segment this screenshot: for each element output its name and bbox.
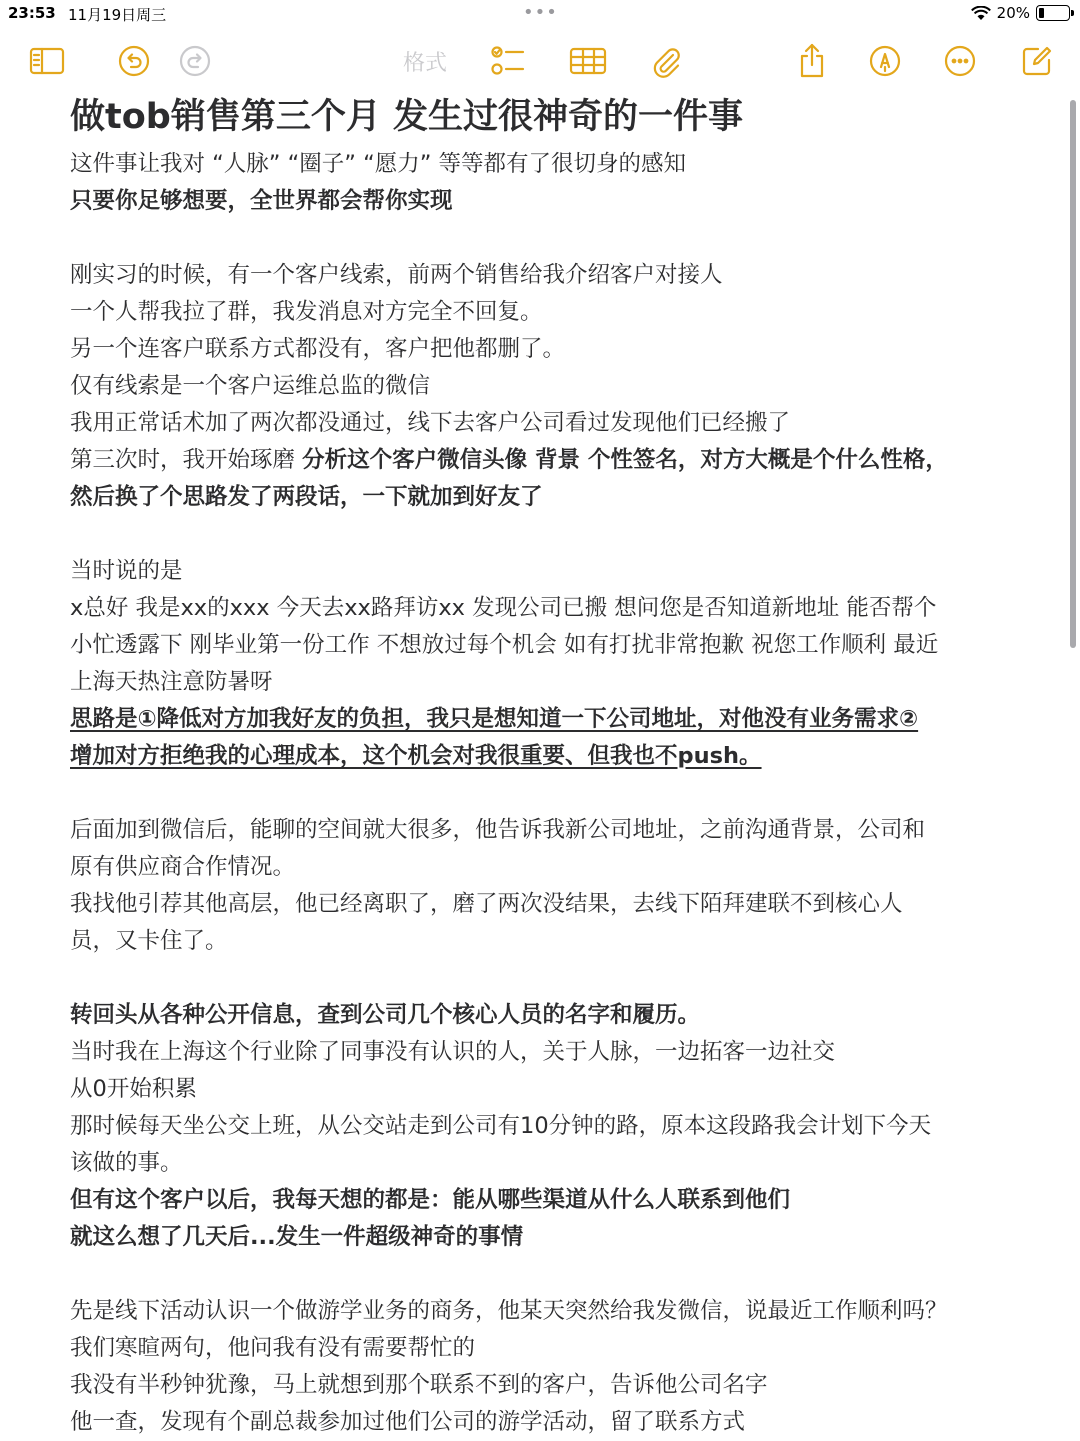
bold-text-line: 但有这个客户以后，我每天想的都是：能从哪些渠道从什么人联系到他们 <box>70 1187 791 1213</box>
text-line <box>70 442 1020 479</box>
text-line: 我用正常话术加了两次都没通过，线下去客户公司看过发现他们已经搬了 <box>70 410 791 436</box>
attachment-button[interactable] <box>646 38 686 84</box>
text-line: 该做的事。 <box>70 1150 183 1176</box>
blank-line <box>70 516 1020 553</box>
redo-icon <box>179 45 211 77</box>
paperclip-icon <box>649 44 683 78</box>
format-label: 格式 <box>402 50 447 76</box>
text-line: 这件事让我对 “人脉” “圈子” “愿力” 等等都有了很切身的感知 <box>70 151 687 177</box>
markup-pen-icon <box>869 45 901 77</box>
blank-line <box>70 1256 1020 1293</box>
status-date: 11月19日周三 <box>68 6 167 24</box>
blank-line <box>70 775 1020 812</box>
text-line: 另一个连客户联系方式都没有，客户把他都删了。 <box>70 336 566 362</box>
undo-icon <box>118 45 150 77</box>
bold-text-line: 就这么想了几天后...发生一件超级神奇的事情 <box>70 1224 524 1250</box>
share-button[interactable] <box>793 38 831 84</box>
wifi-icon <box>971 6 991 21</box>
text-line: 先是线下活动认识一个做游学业务的商务，他某天突然给我发微信，说最近工作顺利吗？ <box>70 1298 948 1324</box>
text-line: 小忙透露下 刚毕业第一份工作 不想放过每个机会 如有打扰非常抱歉 祝您工作顺利 最近 <box>70 632 939 658</box>
share-icon <box>797 43 827 79</box>
text-line: 仅有线索是一个客户运维总监的微信 <box>70 373 431 399</box>
note-body[interactable] <box>70 92 1020 1441</box>
text-line: 刚实习的时候，有一个客户线索，前两个销售给我介绍客户对接人 <box>70 262 723 288</box>
bold-text-line: 只要你足够想要，全世界都会帮你实现 <box>70 188 453 214</box>
status-indicators <box>971 4 1070 22</box>
table-button[interactable] <box>567 38 609 84</box>
redo-button[interactable] <box>175 38 215 84</box>
text-line: x总好 我是xx的xxx 今天去xx路拜访xx 发现公司已搬 想问您是否知道新地址 能否帮个 <box>70 595 937 621</box>
text-line: 我找他引荐其他高层，他已经离职了，磨了两次没结果，去线下陌拜建联不到核心人 <box>70 891 903 917</box>
scrollbar[interactable] <box>1070 100 1076 648</box>
bold-text-line: 转回头从各种公开信息，查到公司几个核心人员的名字和履历。 <box>70 1002 701 1028</box>
table-icon <box>569 46 607 76</box>
sidebar-icon <box>29 46 65 76</box>
compose-icon <box>1021 45 1053 77</box>
battery-level <box>1039 8 1044 18</box>
undo-button[interactable] <box>114 38 154 84</box>
text-line: 员，又卡住了。 <box>70 928 228 954</box>
text-line: 一个人帮我拉了群，我发消息对方完全不回复。 <box>70 299 543 325</box>
text-line: 当时我在上海这个行业除了同事没有认识的人，关于人脉，一边拓客一边社交 <box>70 1039 836 1065</box>
note-lines[interactable] <box>70 146 1020 1441</box>
battery-icon <box>1036 5 1070 21</box>
notes-toolbar <box>0 38 1080 86</box>
text-line: 上海天热注意防暑呀 <box>70 669 273 695</box>
bold-text-segment: 分析这个客户微信头像 背景 个性签名，对方大概是个什么性格， <box>302 447 948 473</box>
bold-text-line: 思路是①降低对方加我好友的负担，我只是想知道一下公司地址，对他没有业务需求② <box>70 706 919 732</box>
checklist-icon <box>490 44 526 78</box>
status-time: 23:53 <box>8 4 56 22</box>
compose-button[interactable] <box>1017 38 1057 84</box>
text-line: 我没有半秒钟犹豫，马上就想到那个联系不到的客户，告诉他公司名字 <box>70 1372 768 1398</box>
note-title[interactable]: 做tob销售第三个月 发生过很神奇的一件事 <box>70 97 744 137</box>
format-button[interactable] <box>396 38 454 84</box>
text-line: 他一查，发现有个副总裁参加过他们公司的游学活动，留了联系方式 <box>70 1409 746 1435</box>
text-line: 我们寒暄两句，他问我有没有需要帮忙的 <box>70 1335 476 1361</box>
text-segment: 第三次时，我开始琢磨 <box>70 447 303 473</box>
bold-text-line: 然后换了个思路发了两段话，一下就加到好友了 <box>70 484 543 510</box>
more-button[interactable] <box>940 38 980 84</box>
text-line: 后面加到微信后，能聊的空间就大很多，他告诉我新公司地址，之前沟通背景，公司和 <box>70 817 926 843</box>
sidebar-button[interactable] <box>26 38 68 84</box>
blank-line <box>70 960 1020 997</box>
multitasking-dots[interactable]: ••• <box>523 2 558 23</box>
checklist-button[interactable] <box>488 38 528 84</box>
text-line: 那时候每天坐公交上班，从公交站走到公司有10分钟的路，原本这段路我会计划下今天 <box>70 1113 932 1139</box>
more-icon <box>944 45 976 77</box>
status-bar <box>0 0 1080 30</box>
text-line: 从0开始积累 <box>70 1076 197 1102</box>
text-line: 原有供应商合作情况。 <box>70 854 296 880</box>
battery-percent: 20% <box>996 4 1030 22</box>
markup-button[interactable] <box>865 38 905 84</box>
blank-line <box>70 220 1020 257</box>
bold-text-line: 增加对方拒绝我的心理成本，这个机会对我很重要、但我也不push。 <box>70 743 762 769</box>
text-line: 当时说的是 <box>70 558 183 584</box>
